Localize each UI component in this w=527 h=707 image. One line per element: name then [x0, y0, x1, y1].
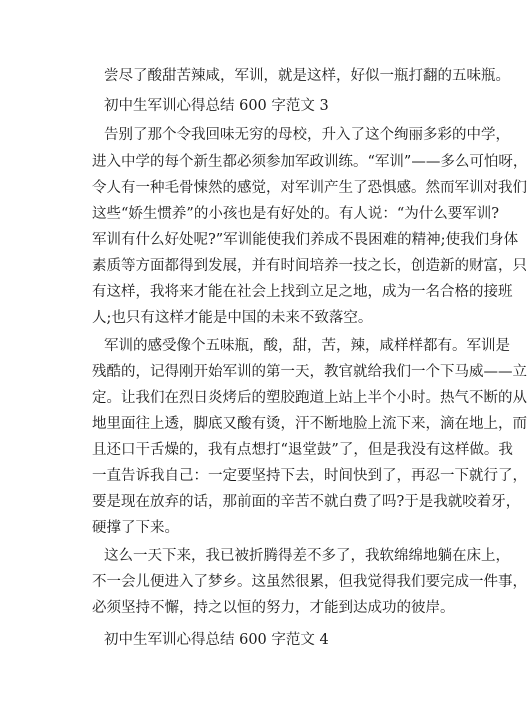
paragraph-line: 残酷的，记得刚开始军训的第一天，教官就给我们一个下马威——立	[92, 364, 527, 380]
paragraph-line: 军训有什么好处呢?”军训能使我们养成不畏困难的精神;使我们身体	[92, 232, 519, 248]
section-heading: 初中生军训心得总结 600 字范文 4	[104, 632, 329, 648]
section-heading: 初中生军训心得总结 600 字范文 3	[104, 98, 329, 114]
paragraph-line: 进入中学的每个新生都必须参加军政训练。“军训”——多么可怕呀，	[92, 154, 527, 170]
paragraph-line: 地里面往上透，脚底又酸有烫，汗不断地脸上流下来，滴在地上，而	[92, 416, 527, 432]
paragraph-line: 军训的感受像个五味瓶，酸，甜，苦，辣，咸样样都有。军训是	[104, 338, 510, 354]
paragraph-line: 定。让我们在烈日炎烤后的塑胶跑道上站上半个小时。热气不断的从	[92, 390, 527, 406]
paragraph-line: 素质等方面都得到发展，并有时间培养一技之长，创造新的财富，只	[92, 258, 527, 274]
paragraph-line: 人;也只有这样才能是中国的未来不致落空。	[92, 310, 373, 326]
paragraph-line: 硬撑了下来。	[92, 520, 179, 536]
paragraph-line: 这么一天下来，我已被折腾得差不多了，我软绵绵地躺在床上，	[104, 548, 510, 564]
paragraph-line: 且还口干舌燥的，我有点想打“退堂鼓”了，但是我没有这样做。我	[92, 442, 513, 458]
paragraph-line: 要是现在放弃的话，那前面的辛苦不就白费了吗?于是我就咬着牙，	[92, 494, 521, 510]
paragraph-line: 不一会儿便进入了梦乡。这虽然很累，但我觉得我们要完成一件事，	[92, 574, 527, 590]
paragraph-line: 一直告诉我自己：一定要坚持下去，时间快到了，再忍一下就行了，	[92, 468, 527, 484]
paragraph-line: 告别了那个令我回味无穷的母校，升入了这个绚丽多彩的中学，	[104, 127, 510, 143]
paragraph-line: 有这样，我将来才能在社会上找到立足之地，成为一名合格的接班	[92, 284, 513, 300]
paragraph-line: 令人有一种毛骨悚然的感觉，对军训产生了恐惧感。然而军训对我们	[92, 180, 527, 196]
paragraph-line: 尝尽了酸甜苦辣咸，军训，就是这样，好似一瓶打翻的五味瓶。	[104, 68, 510, 84]
paragraph-line: 这些“娇生惯养”的小孩也是有好处的。有人说：“为什么要军训?	[92, 206, 500, 222]
paragraph-line: 必须坚持不懈，持之以恒的努力，才能到达成功的彼岸。	[92, 600, 455, 616]
